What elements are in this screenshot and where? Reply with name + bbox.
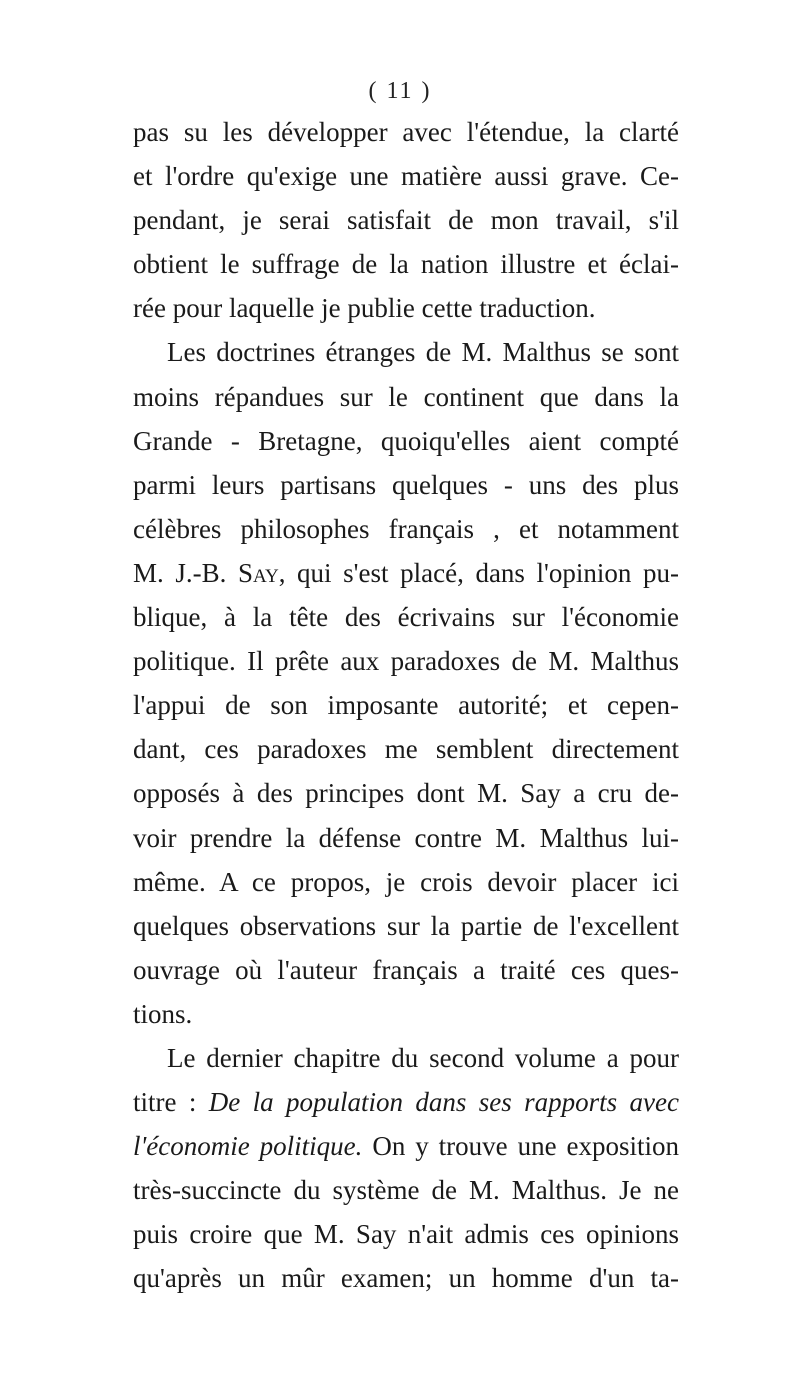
text-line: Grande - Bretagne, quoiqu'elles aient compté: [133, 425, 679, 456]
text-line: opposés à des principes dont M. Say a cru de-: [133, 778, 679, 809]
text-line: obtient le suffrage de la nation illustre et éclai-: [133, 249, 679, 280]
text-line: rée pour laquelle je publie cette traduction.: [133, 293, 596, 324]
paragraph-start-line: Le dernier chapitre du second volume a pour: [167, 1042, 679, 1073]
text-line: l'appui de son imposante autorité; et cepen-: [133, 690, 679, 721]
text-line: pas su les développer avec l'étendue, la clarté: [133, 117, 679, 147]
text-segment: , qui s'est placé, dans l'opinion pu-: [278, 557, 680, 588]
italic-title: De la population dans ses rapports avec: [208, 1087, 679, 1118]
text-line: tions.: [133, 998, 193, 1029]
text-line: voir prendre la défense contre M. Malthus lui-: [133, 822, 679, 853]
text-segment: M. J.-B.: [133, 557, 238, 588]
text-line: blique, à la tête des écrivains sur l'économie: [133, 602, 679, 633]
text-line: même. A ce propos, je crois devoir placer ici: [133, 866, 679, 897]
text-line: quelques observations sur la partie de l'excellent: [133, 910, 679, 941]
text-segment: On y trouve une exposition: [362, 1131, 679, 1162]
text-line: moins répandues sur le continent que dans la: [133, 381, 679, 412]
text-line: [133, 1124, 679, 1168]
text-line: très-succincte du système de M. Malthus. Je ne: [133, 1175, 679, 1206]
text-line: ouvrage où l'auteur français a traité ces ques-: [133, 954, 679, 985]
text-line: [133, 1080, 679, 1124]
text-line: parmi leurs partisans quelques - uns des plus: [133, 469, 679, 500]
text-line: pendant, je serai satisfait de mon travail, s'il: [133, 205, 679, 236]
text-line: puis croire que M. Say n'ait admis ces opinions: [133, 1219, 679, 1250]
text-line: [133, 551, 679, 595]
author-name-smallcaps: Say: [237, 557, 279, 588]
page-number: ( 11 ): [368, 78, 432, 104]
paragraph-start-line: Les doctrines étranges de M. Malthus se sont: [167, 337, 679, 368]
text-line: célèbres philosophes français , et notamment: [133, 513, 679, 544]
text-line: qu'après un mûr examen; un homme d'un ta-: [133, 1263, 679, 1294]
italic-title: l'économie politique.: [133, 1131, 363, 1162]
body-text: [133, 110, 679, 1301]
text-segment: titre :: [133, 1087, 209, 1118]
text-line: politique. Il prête aux paradoxes de M. Malthus: [133, 646, 679, 677]
text-line: dant, ces paradoxes me semblent directement: [133, 734, 679, 765]
text-line: et l'ordre qu'exige une matière aussi grave. Ce-: [133, 161, 679, 192]
